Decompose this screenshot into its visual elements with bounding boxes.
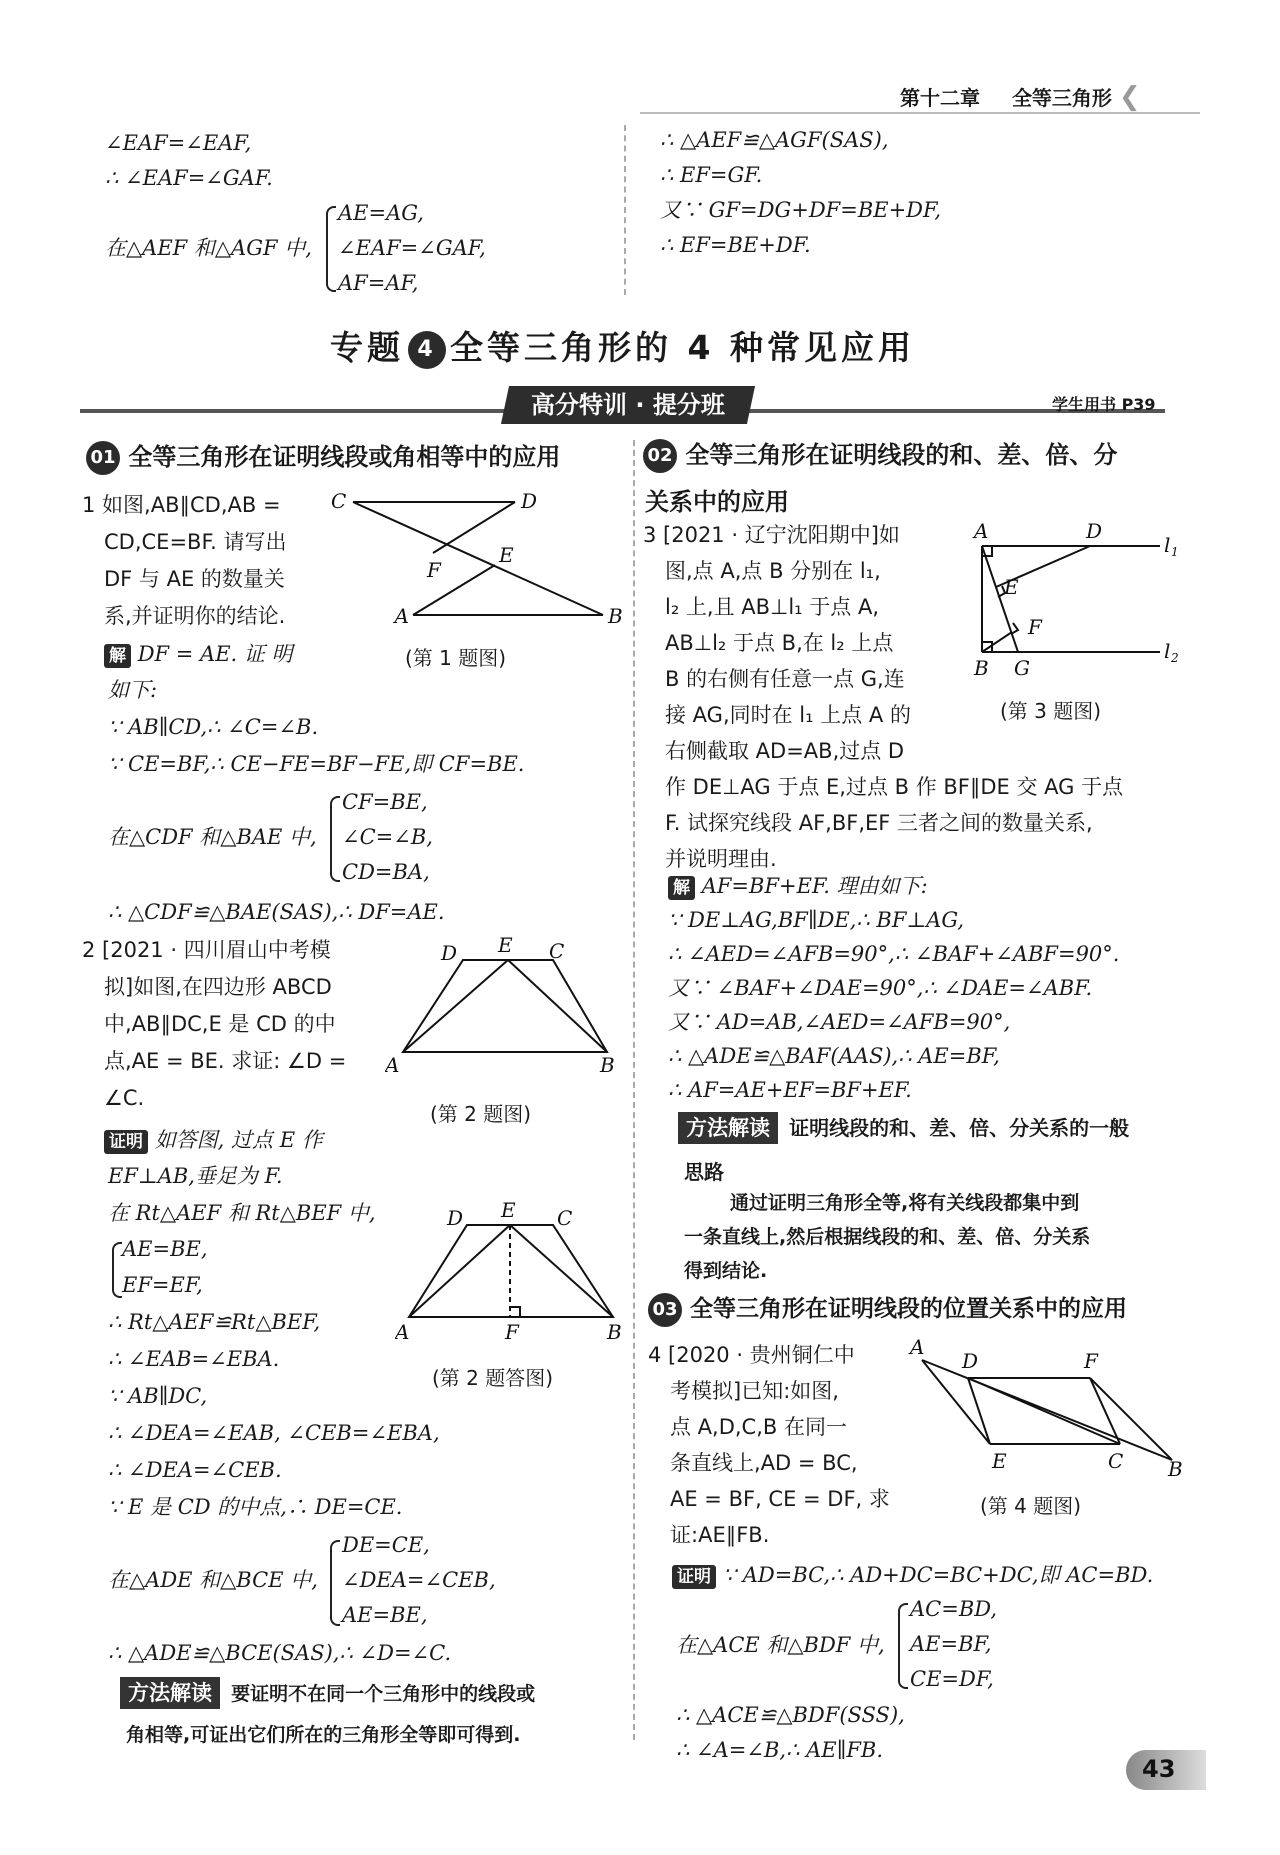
solution-line: AF=BF+EF. 理由如下: xyxy=(701,874,928,898)
svg-text:F: F xyxy=(427,558,441,582)
problem-3-line: 3 [2021 · 辽宁沈阳期中]如 xyxy=(643,523,900,547)
problem-2-line: 点,AE = BE. 求证: ∠D = xyxy=(104,1049,347,1073)
solution-line: ∵ AD=BC,∴ AD+DC=BC+DC,即 AC=BD. xyxy=(722,1563,1154,1587)
svg-text:C: C xyxy=(549,939,565,963)
solution-line: ∵ AB∥CD,∴ ∠C=∠B. xyxy=(108,715,319,739)
svg-text:C: C xyxy=(331,489,347,513)
svg-text:l: l xyxy=(1164,639,1171,663)
svg-text:2: 2 xyxy=(1171,651,1179,665)
sys-line: AF=AF, xyxy=(338,271,419,295)
problem-3-line: 作 DE⊥AG 于点 E,过点 B 作 BF∥DE 交 AG 于点 xyxy=(665,775,1124,799)
solution-line: 如答图, 过点 E 作 xyxy=(154,1128,323,1152)
method-heading: 证明线段的和、差、倍、分关系的一般 xyxy=(789,1116,1130,1140)
section-heading-02 xyxy=(643,436,1117,474)
svg-text:B: B xyxy=(600,1053,615,1077)
svg-text:E: E xyxy=(498,933,513,957)
problem-1-solution xyxy=(104,639,293,669)
svg-text:B: B xyxy=(607,1320,622,1344)
problem-1-line: CD,CE=BF. 请写出 xyxy=(104,530,287,554)
top-left-sys-lead: 在△AEF 和△AGF 中, xyxy=(105,236,312,260)
svg-text:F: F xyxy=(1028,615,1042,639)
brace xyxy=(112,1242,122,1298)
problem-4-line: 考模拟]已知:如图, xyxy=(670,1379,839,1403)
problem-3-line: 并说明理由. xyxy=(665,847,777,871)
svg-text:D: D xyxy=(962,1349,979,1373)
svg-text:E: E xyxy=(1004,575,1019,599)
top-right-line: ∴ △AEF≌△AGF(SAS), xyxy=(660,128,889,152)
svg-text:A: A xyxy=(385,1053,400,1077)
section-title: 全等三角形在证明线段的位置关系中的应用 xyxy=(690,1296,1128,1322)
page-header xyxy=(900,82,1141,112)
figure-4 xyxy=(900,1338,1190,1478)
method-heading-cont: 思路 xyxy=(684,1160,724,1184)
svg-text:E: E xyxy=(499,543,514,567)
svg-text:D: D xyxy=(1086,520,1103,543)
solution-conclusion: ∴ △ADE≌△BCE(SAS),∴ ∠D=∠C. xyxy=(108,1641,452,1665)
sys-lead: 在△ADE 和△BCE 中, xyxy=(108,1568,318,1592)
problem-1-line: 1 如图,AB∥CD,AB = xyxy=(82,493,281,517)
method-line: 通过证明三角形全等,将有关线段都集中到 xyxy=(730,1192,1080,1214)
figure-3 xyxy=(960,520,1190,685)
svg-text:D: D xyxy=(447,1206,464,1230)
answer-tag: 解 xyxy=(104,644,131,668)
problem-4-solution xyxy=(672,1560,1153,1590)
top-right-line: 又∵ GF=DG+DF=BE+DF, xyxy=(660,198,941,222)
sys-line: ∠C=∠B, xyxy=(342,825,433,849)
top-right-line: ∴ EF=BE+DF. xyxy=(660,233,811,257)
topic-label: 专题 xyxy=(330,328,404,367)
method-tag: 方法解读 xyxy=(678,1112,778,1144)
topic-heading: 全等三角形的 4 种常见应用 xyxy=(450,328,915,367)
figure-1 xyxy=(325,485,625,630)
topic-number: 4 xyxy=(408,331,446,369)
solution-line: ∴ ∠AED=∠AFB=90°,∴ ∠BAF+∠ABF=90°. xyxy=(668,942,1120,966)
svg-text:A: A xyxy=(394,604,409,628)
solution-line: ∴ ∠DEA=∠EAB, ∠CEB=∠EBA, xyxy=(108,1421,440,1445)
sys-line: AE=BF, xyxy=(910,1632,992,1656)
sys-line: ∠EAF=∠GAF, xyxy=(338,236,486,260)
solution-line: ∴ AF=AE+EF=BF+EF. xyxy=(668,1078,912,1102)
sys-line: CF=BE, xyxy=(342,790,428,814)
sys-line: EF=EF, xyxy=(122,1273,203,1297)
svg-text:G: G xyxy=(1014,656,1030,680)
solution-line: 又∵ AD=AB,∠AED=∠AFB=90°, xyxy=(668,1010,1011,1034)
solution-line: ∵ E 是 CD 的中点,∴ DE=CE. xyxy=(108,1495,403,1519)
problem-2-line: 2 [2021 · 四川眉山中考模 xyxy=(82,938,331,962)
sys-lead: 在△ACE 和△BDF 中, xyxy=(676,1633,885,1657)
section-heading-01 xyxy=(86,438,560,476)
top-left-line: ∴ ∠EAF=∠GAF. xyxy=(105,166,273,190)
solution-line: DF = AE. 证 明 xyxy=(137,642,293,666)
problem-3-line: B 的右侧有任意一点 G,连 xyxy=(665,667,905,691)
problem-4-line: 证:AE∥FB. xyxy=(670,1523,770,1547)
svg-text:B: B xyxy=(974,656,989,680)
figure-2-answer xyxy=(395,1195,625,1345)
figure-2 xyxy=(385,930,625,1080)
section-number: 01 xyxy=(86,441,120,475)
figure-1-caption: (第 1 题图) xyxy=(405,646,507,670)
section-heading-03 xyxy=(648,1290,1127,1328)
section-title: 全等三角形在证明线段的和、差、倍、分 xyxy=(685,441,1118,469)
figure-2-answer-caption: (第 2 题答图) xyxy=(432,1366,554,1390)
svg-text:A: A xyxy=(910,1338,925,1359)
svg-text:1: 1 xyxy=(1171,545,1179,559)
problem-3-line: 接 AG,同时在 l₁ 上点 A 的 xyxy=(665,703,911,727)
solution-line: ∵ AB∥DC, xyxy=(108,1384,208,1408)
problem-2-line: ∠C. xyxy=(104,1086,145,1110)
figure-3-caption: (第 3 题图) xyxy=(1000,699,1102,723)
svg-text:B: B xyxy=(1168,1457,1183,1478)
solution-line: 又∵ ∠BAF+∠DAE=90°,∴ ∠DAE=∠ABF. xyxy=(668,976,1093,1000)
problem-1-line: 系,并证明你的结论. xyxy=(104,604,286,628)
figure-4-caption: (第 4 题图) xyxy=(980,1494,1082,1518)
solution-line: ∴ △ADE≌△BAF(AAS),∴ AE=BF, xyxy=(668,1044,1000,1068)
method-line: 要证明不在同一个三角形中的线段或 xyxy=(231,1683,536,1705)
chapter-title: 全等三角形 xyxy=(1011,86,1112,110)
problem-2-line: 中,AB∥DC,E 是 CD 的中 xyxy=(104,1012,336,1036)
brace xyxy=(326,206,336,292)
topic-title xyxy=(330,322,915,369)
svg-text:A: A xyxy=(395,1320,410,1344)
header-rule xyxy=(640,112,1200,114)
top-left-line: ∠EAF=∠EAF, xyxy=(105,131,252,155)
solution-conclusion: ∴ △CDF≌△BAE(SAS),∴ DF=AE. xyxy=(108,900,445,924)
svg-text:E: E xyxy=(992,1449,1007,1473)
column-divider xyxy=(624,125,626,295)
method-line: 得到结论. xyxy=(684,1260,768,1282)
solution-line: 在 Rt△AEF 和 Rt△BEF 中, xyxy=(108,1201,376,1225)
sys-line: AE=BE, xyxy=(122,1237,208,1261)
svg-text:D: D xyxy=(441,941,458,965)
figure-2-caption: (第 2 题图) xyxy=(430,1102,532,1126)
top-right-line: ∴ EF=GF. xyxy=(660,163,763,187)
section-number: 02 xyxy=(643,439,677,473)
problem-3-line: 图,点 A,点 B 分别在 l₁, xyxy=(665,559,881,583)
svg-text:F: F xyxy=(1084,1349,1098,1373)
solution-line: ∵ CE=BF,∴ CE−FE=BF−FE,即 CF=BE. xyxy=(108,752,525,776)
proof-tag: 证明 xyxy=(672,1565,716,1589)
answer-tag: 解 xyxy=(668,876,695,900)
chapter-number: 第十二章 xyxy=(900,86,980,110)
solution-line: ∴ ∠EAB=∠EBA. xyxy=(108,1347,280,1371)
problem-4-line: AE = BF, CE = DF, 求 xyxy=(670,1487,890,1511)
problem-4-line: 4 [2020 · 贵州铜仁中 xyxy=(648,1343,855,1367)
brace xyxy=(330,1540,340,1626)
page-number xyxy=(1126,1750,1206,1790)
brace xyxy=(898,1603,908,1689)
sys-line: ∠DEA=∠CEB, xyxy=(342,1568,496,1592)
sys-line: AC=BD, xyxy=(910,1597,998,1621)
svg-text:A: A xyxy=(974,520,989,543)
solution-conclusion: ∴ △ACE≌△BDF(SSS), xyxy=(676,1703,905,1727)
svg-text:E: E xyxy=(501,1198,516,1222)
section-title-cont: 关系中的应用 xyxy=(645,488,789,516)
svg-text:l: l xyxy=(1164,533,1171,557)
problem-3-line: 右侧截取 AD=AB,过点 D xyxy=(665,739,905,763)
solution-line: 如下: xyxy=(108,678,158,702)
page-number-text: 43 xyxy=(1142,1755,1176,1783)
brace xyxy=(330,796,340,882)
banner xyxy=(501,386,755,424)
problem-4-line: 条直线上,AD = BC, xyxy=(670,1451,858,1475)
svg-text:F: F xyxy=(505,1320,519,1344)
method-line: 一条直线上,然后根据线段的和、差、倍、分关系 xyxy=(684,1226,1091,1248)
proof-tag: 证明 xyxy=(104,1130,148,1154)
sys-line: AE=BE, xyxy=(342,1603,428,1627)
solution-line: EF⊥AB,垂足为 F. xyxy=(108,1164,283,1188)
svg-text:B: B xyxy=(608,604,623,628)
problem-3-solution xyxy=(668,871,928,901)
solution-line: ∵ DE⊥AG,BF∥DE,∴ BF⊥AG, xyxy=(668,908,965,932)
solution-conclusion: ∴ ∠A=∠B,∴ AE∥FB. xyxy=(676,1738,884,1762)
svg-text:D: D xyxy=(521,489,538,513)
problem-4-line: 点 A,D,C,B 在同一 xyxy=(670,1415,847,1439)
method-note-2 xyxy=(678,1112,1129,1144)
problem-3-line: AB⊥l₂ 于点 B,在 l₂ 上点 xyxy=(665,631,894,655)
sys-line: CE=DF, xyxy=(910,1667,994,1691)
problem-3-line: F. 试探究线段 AF,BF,EF 三者之间的数量关系, xyxy=(665,811,1093,835)
sys-line: CD=BA, xyxy=(342,860,430,884)
solution-line: ∴ Rt△AEF≌Rt△BEF, xyxy=(108,1310,321,1334)
sys-line: DE=CE, xyxy=(342,1533,430,1557)
student-book-ref: 学生用书 P39 xyxy=(1052,395,1156,414)
banner-title: 高分特训 · 提分班 xyxy=(531,391,725,419)
sys-line: AE=AG, xyxy=(338,201,424,225)
svg-text:C: C xyxy=(1108,1449,1124,1473)
column-divider xyxy=(633,440,635,1740)
problem-1-line: DF 与 AE 的数量关 xyxy=(104,567,285,591)
problem-3-line: l₂ 上,且 AB⊥l₁ 于点 A, xyxy=(665,595,879,619)
method-note-1 xyxy=(120,1677,535,1709)
section-number: 03 xyxy=(648,1293,682,1327)
problem-2-line: 拟]如图,在四边形 ABCD xyxy=(104,975,332,999)
method-line: 角相等,可证出它们所在的三角形全等即可得到. xyxy=(126,1724,521,1746)
section-title: 全等三角形在证明线段或角相等中的应用 xyxy=(128,443,561,471)
chevron-left-icon: ❮ xyxy=(1118,82,1141,112)
svg-text:C: C xyxy=(557,1206,573,1230)
method-tag: 方法解读 xyxy=(120,1677,220,1709)
sys-lead: 在△CDF 和△BAE 中, xyxy=(108,825,317,849)
solution-line: ∴ ∠DEA=∠CEB. xyxy=(108,1458,282,1482)
problem-2-solution xyxy=(104,1125,323,1155)
